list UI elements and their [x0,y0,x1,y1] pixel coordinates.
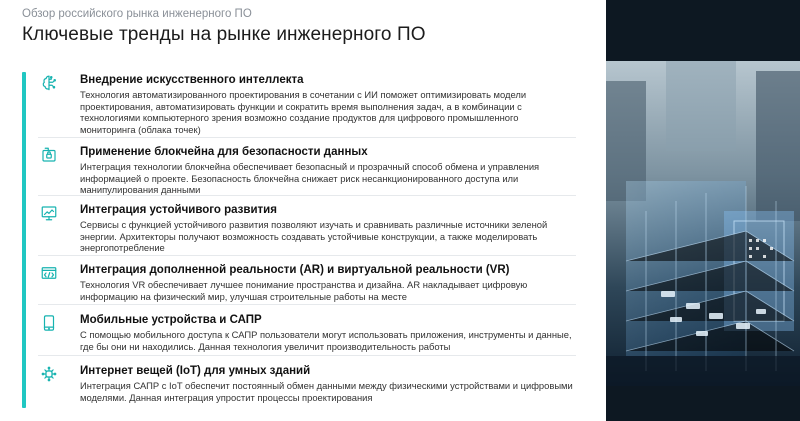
ar-vr-icon [38,263,60,282]
mobile-device-icon [38,313,60,332]
list-item [38,196,576,256]
item-description: Технология автоматизированного проектирования в сочетании с ИИ поможет оптимизировать модели проектирования, автоматизировать функции и сократить время выполнения задач, а в комбинации с технологиями компьютерного зрения возможно создание продуктов для цифрового промышленного мониторинга (облака точек) [80,89,527,135]
item-title: Внедрение искусственного интеллекта [80,74,304,86]
page-title: Ключевые тренды на рынке инженерного ПО [22,24,426,45]
sustainability-chart-icon [38,203,60,222]
item-description: Технология VR обеспечивает лучшее понимание пространства и дизайна. AR накладывает цифровую информацию на физический мир, улучшая строительные работы на месте [80,279,528,302]
item-title: Интеграция дополненной реальности (AR) и виртуальной реальности (VR) [80,264,510,276]
item-description: Интеграция САПР с IoT обеспечит постоянный обмен данными между физическими устройствами и цифровыми моделями. Данная интеграция упростит процессы проектирования [80,380,573,403]
item-description: Сервисы с функцией устойчивого развития позволяют изучать и сравнивать различные источники зеленой энергии. Архитекторы получают возможность создавать устойчивые конструкции, а также моделировать энергопотребление [80,219,548,254]
list-item [38,305,576,356]
item-title: Применение блокчейна для безопасности данных [80,146,368,158]
list-item [38,138,576,196]
item-description: С помощью мобильного доступа к САПР пользователи могут использовать приложения, инструменты и данные, где бы они ни находились. Данная технология увеличит производительность работы [80,329,572,352]
item-title: Мобильные устройства и САПР [80,314,262,326]
breadcrumb: Обзор российского рынка инженерного ПО [22,8,252,20]
item-title: Интернет вещей (IoT) для умных зданий [80,365,311,377]
accent-bar [22,72,26,408]
item-title: Интеграция устойчивого развития [80,204,277,216]
blockchain-lock-icon [38,145,60,164]
list-item [38,356,576,404]
ai-brain-icon [38,73,60,92]
iot-network-icon [38,364,60,383]
trends-list [38,70,576,404]
city-tech-illustration [606,61,800,386]
list-item [38,70,576,138]
list-item [38,256,576,305]
item-description: Интеграция технологии блокчейна обеспечивает безопасный и прозрачный способ обмена и управления информацией о проекте. Безопасность блокчейна снижает риск несанкционированного доступа или манипулирования данными [80,161,540,196]
